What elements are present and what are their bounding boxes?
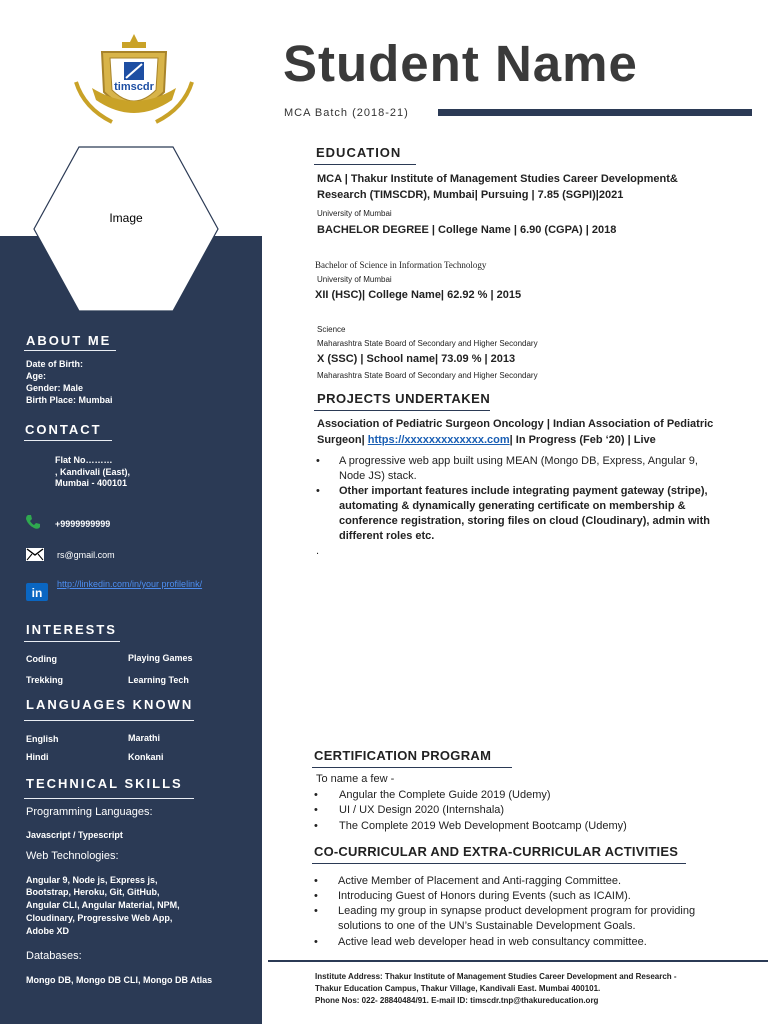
logo-text: timscdr <box>114 81 154 93</box>
linkedin-icon[interactable] <box>26 583 48 601</box>
project-bullet-line: A progressive web app built using MEAN (Mongo DB, Express, Angular 9, <box>339 455 698 467</box>
stray-dot: . <box>316 545 320 557</box>
activity-line: Active lead web developer head in web consultancy committee. <box>338 936 647 948</box>
language-item: Hindi <box>26 752 49 762</box>
ssc-board: Maharashtra State Board of Secondary and Higher Secondary <box>317 371 538 380</box>
language-item: Marathi <box>128 733 161 743</box>
activity-line: Introducing Guest of Honors during Events (such as ICAIM). <box>338 890 631 902</box>
prog-lang-value: Javascript / Typescript <box>26 830 123 840</box>
certification-intro: To name a few - <box>316 773 395 785</box>
db-label: Databases: <box>26 950 82 962</box>
bullet-dot: • <box>314 890 318 902</box>
interests-rule <box>24 641 120 642</box>
web-tech-line: Bootstrap, Heroku, Git, GitHub, <box>26 887 160 897</box>
bachelor-field: Bachelor of Science in Information Technology <box>315 260 487 270</box>
project-bullet-line: automating & dynamically generating certificate on membership & <box>339 500 686 512</box>
institute-footer <box>315 971 755 1007</box>
bullet-dot: • <box>316 485 320 497</box>
certification-heading: CERTIFICATION PROGRAM <box>314 748 492 763</box>
hsc-line: XII (HSC)| College Name| 62.92 % | 2015 <box>315 289 522 301</box>
bullet-dot: • <box>314 936 318 948</box>
interests-heading: INTERESTS <box>26 622 117 637</box>
phone-number[interactable]: +9999999999 <box>55 519 111 529</box>
languages-heading: LANGUAGES KNOWN <box>26 697 194 712</box>
web-tech-line: Cloudinary, Progressive Web App, <box>26 913 173 923</box>
envelope-icon <box>26 548 44 561</box>
web-tech-line: Angular CLI, Angular Material, NPM, <box>26 900 180 910</box>
project-bullet-line: Node JS) stack. <box>339 470 417 482</box>
photo-placeholder <box>33 146 219 312</box>
project-title-line-2 <box>317 432 656 448</box>
contact-rule <box>24 440 112 441</box>
activities-rule <box>312 863 686 864</box>
hsc-stream: Science <box>317 325 346 334</box>
bullet-dot: • <box>314 804 318 816</box>
interest-item: Coding <box>26 654 57 664</box>
prog-lang-label: Programming Languages: <box>26 806 153 818</box>
mca-line-2: Research (TIMSCDR), Mumbai| Pursuing | 7.85 (SGPI)|2021 <box>317 189 624 201</box>
skills-rule <box>24 798 194 799</box>
ssc-line: X (SSC) | School name| 73.09 % | 2013 <box>317 353 516 365</box>
phone-icon <box>24 513 42 531</box>
activity-line: solutions to one of the UN’s Sustainable Development Goals. <box>338 920 636 932</box>
languages-rule <box>24 720 194 721</box>
education-rule <box>314 164 416 165</box>
hsc-board: Maharashtra State Board of Secondary and Higher Secondary <box>317 339 538 348</box>
footer-rule <box>268 960 768 962</box>
linkedin-link[interactable]: http://linkedin.com/in/your profilelink/ <box>57 579 203 589</box>
bullet-dot: • <box>314 820 318 832</box>
bullet-dot: • <box>314 905 318 917</box>
projects-heading: PROJECTS UNDERTAKEN <box>317 391 491 406</box>
bullet-dot: • <box>316 455 320 467</box>
svg-text:in: in <box>31 586 43 600</box>
footer-line-3: Phone Nos: 022- 28840484/91. E-mail ID: timscdr.tnp@thakureducation.org <box>315 996 599 1005</box>
language-item: English <box>26 734 59 744</box>
bachelor-line: BACHELOR DEGREE | College Name | 6.90 (CGPA) | 2018 <box>317 224 617 236</box>
activity-line: Active Member of Placement and Anti-ragging Committee. <box>338 875 622 887</box>
bullet-dot: • <box>314 789 318 801</box>
db-value: Mongo DB, Mongo DB CLI, Mongo DB Atlas <box>26 975 213 985</box>
project-bullet-line: Other important features include integrating payment gateway (stripe), <box>339 485 708 497</box>
header-accent-bar <box>438 109 752 116</box>
certification-item: UI / UX Design 2020 (Internshala) <box>339 804 505 816</box>
about-heading: ABOUT ME <box>26 333 112 348</box>
skills-heading: TECHNICAL SKILLS <box>26 776 183 791</box>
mca-line-1: MCA | Thakur Institute of Management Studies Career Development& <box>317 173 678 185</box>
project-link[interactable]: https://xxxxxxxxxxxxx.com <box>367 434 510 446</box>
activity-line: Leading my group in synapse product development program for providing <box>338 905 696 917</box>
batch-label: MCA Batch (2018-21) <box>284 107 409 119</box>
project-bullet-line: conference registration, storing files on cloud (Cloudinary), admin with <box>339 515 710 527</box>
certification-item: Angular the Complete Guide 2019 (Udemy) <box>339 789 551 801</box>
web-tech-label: Web Technologies: <box>26 850 119 862</box>
address-line-1: Flat No……… <box>55 455 113 465</box>
student-name: Student Name <box>283 35 638 92</box>
project-title-suffix: | In Progress (Feb ‘20) | Live <box>509 434 656 446</box>
interest-item: Learning Tech <box>128 675 189 685</box>
interest-item: Playing Games <box>128 653 193 663</box>
certification-item: The Complete 2019 Web Development Bootcamp (Udemy) <box>339 820 627 832</box>
contact-heading: CONTACT <box>25 422 102 437</box>
footer-line-2: Thakur Education Campus, Thakur Village, Kandivali East. Mumbai 400101. <box>315 984 601 993</box>
address-line-2: , Kandivali (East), <box>55 467 131 477</box>
projects-rule <box>314 410 490 411</box>
project-bullet-line: different roles etc. <box>339 530 435 542</box>
photo-label: Image <box>109 211 143 225</box>
mca-university: University of Mumbai <box>317 209 392 218</box>
footer-line-1: Institute Address: Thakur Institute of Management Studies Career Development and Research - <box>315 972 677 981</box>
about-gender: Gender: Male <box>26 383 84 393</box>
about-birth-place: Birth Place: Mumbai <box>26 395 113 405</box>
bullet-dot: • <box>314 875 318 887</box>
address-line-3: Mumbai - 400101 <box>55 478 128 488</box>
interest-item: Trekking <box>26 675 64 685</box>
institute-logo <box>72 30 196 134</box>
about-dob: Date of Birth: <box>26 359 83 369</box>
activities-heading: CO-CURRICULAR AND EXTRA-CURRICULAR ACTIVITIES <box>314 844 679 859</box>
project-title-prefix: Surgeon| <box>317 434 368 446</box>
education-heading: EDUCATION <box>316 145 402 160</box>
email-address[interactable]: rs@gmail.com <box>57 550 115 560</box>
about-age: Age: <box>26 371 46 381</box>
about-rule <box>24 350 116 351</box>
bachelor-university: University of Mumbai <box>317 275 392 284</box>
certification-rule <box>312 767 512 768</box>
language-item: Konkani <box>128 752 164 762</box>
web-tech-line: Adobe XD <box>26 926 70 936</box>
project-title-line-1: Association of Pediatric Surgeon Oncology | Indian Association of Pediatric <box>317 418 714 430</box>
web-tech-line: Angular 9, Node js, Express js, <box>26 875 158 885</box>
